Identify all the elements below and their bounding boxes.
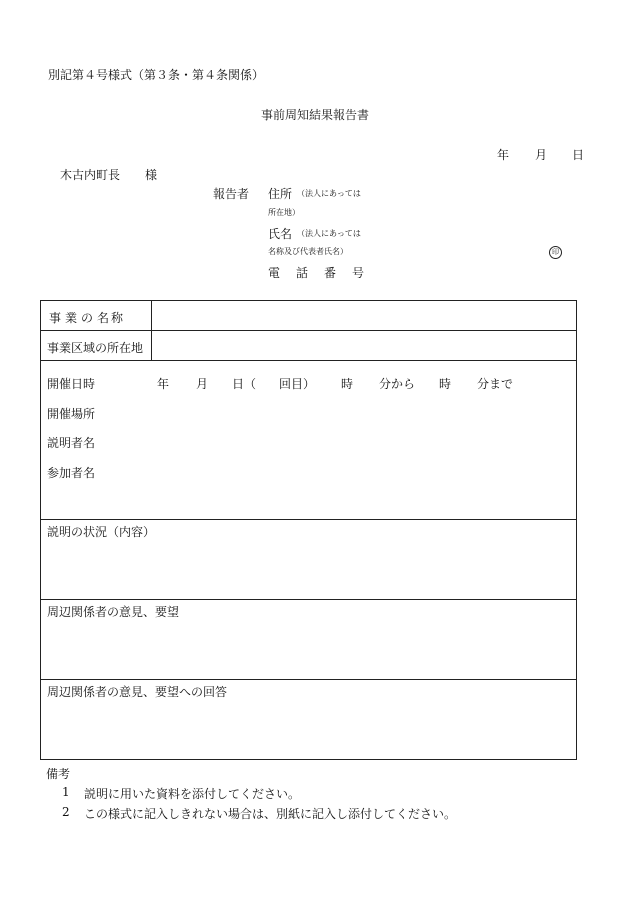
name-note-1: （法人にあっては	[297, 229, 361, 238]
label-char: 事	[48, 311, 61, 325]
opinions-row	[41, 600, 577, 680]
project-area-row	[41, 331, 577, 361]
session-start-minute: 分から	[379, 377, 416, 391]
session-end-hour: 時	[439, 377, 452, 391]
notes-heading: 備考	[46, 767, 71, 781]
session-participants-label: 参加者名	[47, 466, 96, 480]
opinions-cell[interactable]	[41, 600, 577, 680]
session-venue-label: 開催場所	[47, 407, 96, 421]
project-name-label	[41, 301, 152, 331]
session-presenter-label: 説明者名	[47, 436, 96, 450]
phone-char: 話	[296, 266, 309, 280]
label-char: の	[80, 311, 93, 325]
phone-char: 番	[324, 266, 337, 280]
phone-char: 電	[268, 266, 281, 280]
reporter-label: 報告者	[213, 187, 250, 201]
form-number: 別記第４号様式（第３条・第４条関係）	[48, 68, 265, 82]
session-start-hour: 時	[341, 377, 354, 391]
explanation-row	[41, 520, 577, 600]
session-row	[41, 361, 577, 520]
session-month: 月	[196, 377, 209, 391]
session-end-minute: 分まで	[477, 377, 514, 391]
project-area-label: 事業区域の所在地	[47, 341, 144, 355]
report-form-table	[40, 300, 577, 760]
phone-char: 号	[352, 266, 365, 280]
date-year-label: 年	[497, 148, 510, 162]
address-note-2: 所在地）	[268, 208, 300, 217]
label-char: 名	[96, 311, 109, 325]
session-datetime-label: 開催日時	[47, 377, 96, 391]
session-round: 回目）	[279, 377, 316, 391]
session-day: 日（	[232, 377, 257, 391]
address-label: 住所	[268, 187, 293, 201]
address-note-1: （法人にあっては	[297, 189, 361, 198]
opinions-label: 周辺関係者の意見、要望	[47, 605, 180, 619]
responses-cell[interactable]	[41, 680, 577, 760]
date-month-label: 月	[535, 148, 548, 162]
seal-icon: 印	[549, 246, 562, 259]
project-name-field[interactable]	[152, 301, 577, 331]
seal-mark	[549, 243, 562, 259]
note-item-number: 2	[62, 805, 70, 819]
label-char: 業	[64, 311, 77, 325]
session-cell[interactable]	[41, 361, 577, 520]
addressee: 木古内町長	[60, 168, 121, 182]
note-item-number: 1	[62, 785, 70, 799]
explanation-cell[interactable]	[41, 520, 577, 600]
explanation-label: 説明の状況（内容）	[47, 525, 156, 539]
note-item-text: この様式に記入しきれない場合は、別紙に記入し添付してください。	[84, 807, 457, 821]
name-label: 氏名	[268, 227, 293, 241]
phone-label	[268, 264, 366, 281]
name-note-2: 名称及び代表者氏名）	[268, 247, 348, 256]
honorific: 様	[145, 168, 158, 182]
session-year: 年	[157, 377, 170, 391]
project-name-row	[41, 301, 577, 331]
note-item-text: 説明に用いた資料を添付してください。	[84, 787, 301, 801]
project-area-field[interactable]	[152, 331, 577, 361]
responses-row	[41, 680, 577, 760]
date-day-label: 日	[572, 148, 585, 162]
label-char: 称	[111, 311, 124, 325]
document-title: 事前周知結果報告書	[261, 108, 370, 122]
project-area-label-cell	[41, 331, 152, 361]
responses-label: 周辺関係者の意見、要望への回答	[47, 685, 228, 699]
